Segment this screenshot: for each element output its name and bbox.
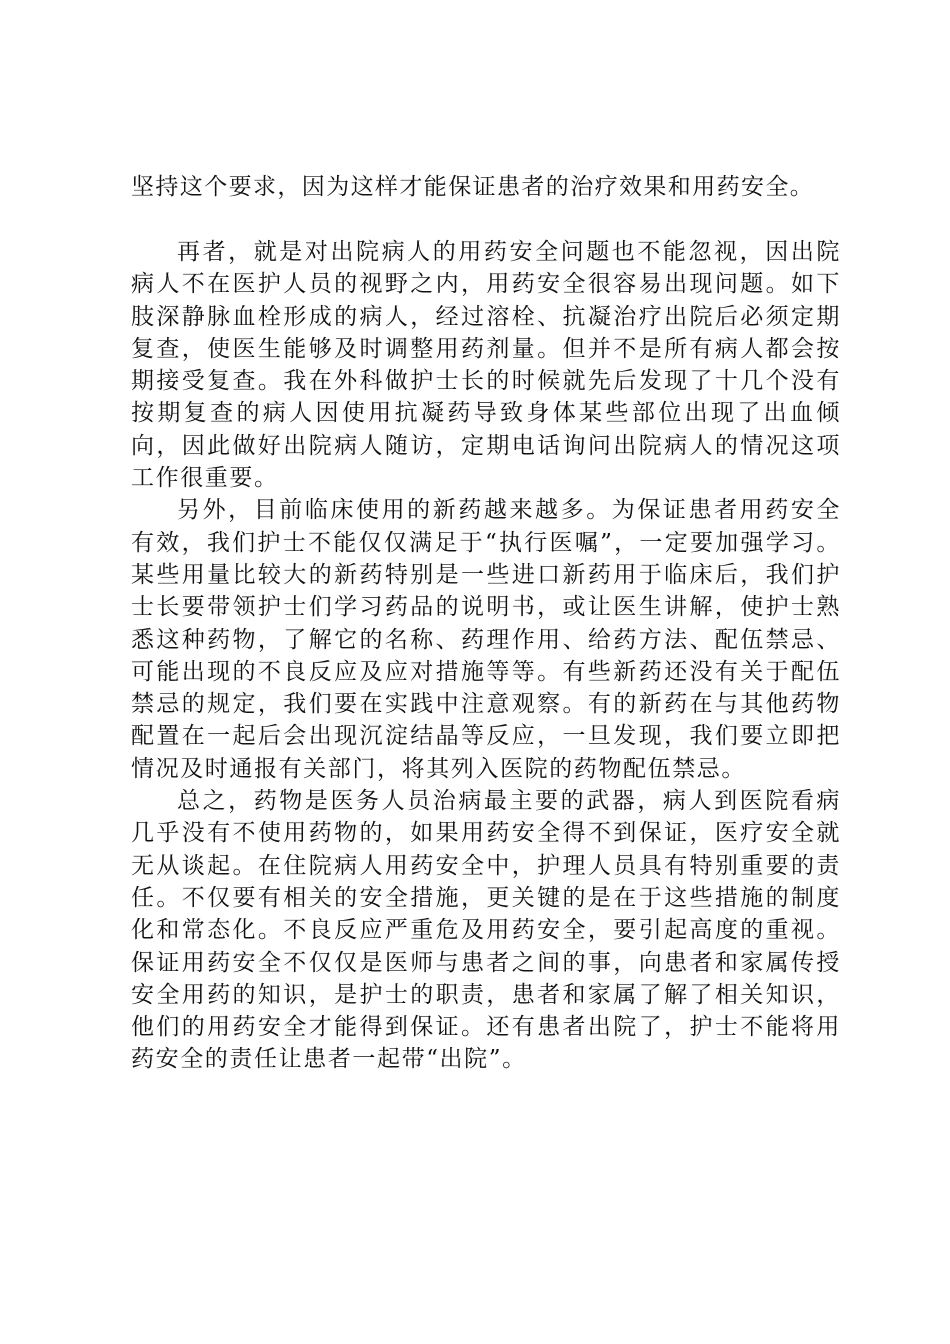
continuation-line: 坚持这个要求，因为这样才能保证患者的治疗效果和用药安全。	[131, 174, 815, 200]
paragraph-new-drugs: 另外，目前临床使用的新药越来越多。为保证患者用药安全有效，我们护士不能仅仅满足于“执行医嘱”，一定要加强学习。某些用量比较大的新药特别是一些进口新药用于临床后，我们护士长要带领护士们学习药品的说明书，或让医生讲解，使护士熟悉这种药物，了解它的名称、药理作用、给药方法、配伍禁忌、可能出现的不良反应及应对措施等等。有些新药还没有关于配伍禁忌的规定，我们要在实践中注意观察。有的新药在与其他药物配置在一起后会出现沉淀结晶等反应，一旦发现，我们要立即把情况及时通报有关部门，将其列入医院的药物配伍禁忌。	[131, 497, 841, 782]
paragraph-conclusion: 总之，药物是医务人员治病最主要的武器，病人到医院看病几乎没有不使用药物的，如果用药安全得不到保证，医疗安全就无从谈起。在住院病人用药安全中，护理人员具有特别重要的责任。不仅要有相关的安全措施，更关键的是在于这些措施的制度化和常态化。不良反应严重危及用药安全，要引起高度的重视。保证用药安全不仅仅是医师与患者之间的事，向患者和家属传授安全用药的知识，是护士的职责，患者和家属了解了相关知识，他们的用药安全才能得到保证。还有患者出院了，护士不能将用药安全的责任让患者一起带“出院”。	[131, 788, 841, 1073]
paragraph-discharged-patients: 再者，就是对出院病人的用药安全问题也不能忽视，因出院病人不在医护人员的视野之内，用药安全很容易出现问题。如下肢深静脉血栓形成的病人，经过溶栓、抗凝治疗出院后必须定期复查，使医生能够及时调整用药剂量。但并不是所有病人都会按期接受复查。我在外科做护士长的时候就先后发现了十几个没有按期复查的病人因使用抗凝药导致身体某些部位出现了出血倾向，因此做好出院病人随访，定期电话询问出院病人的情况这项工作很重要。	[131, 239, 841, 492]
body-text	[131, 236, 841, 1076]
